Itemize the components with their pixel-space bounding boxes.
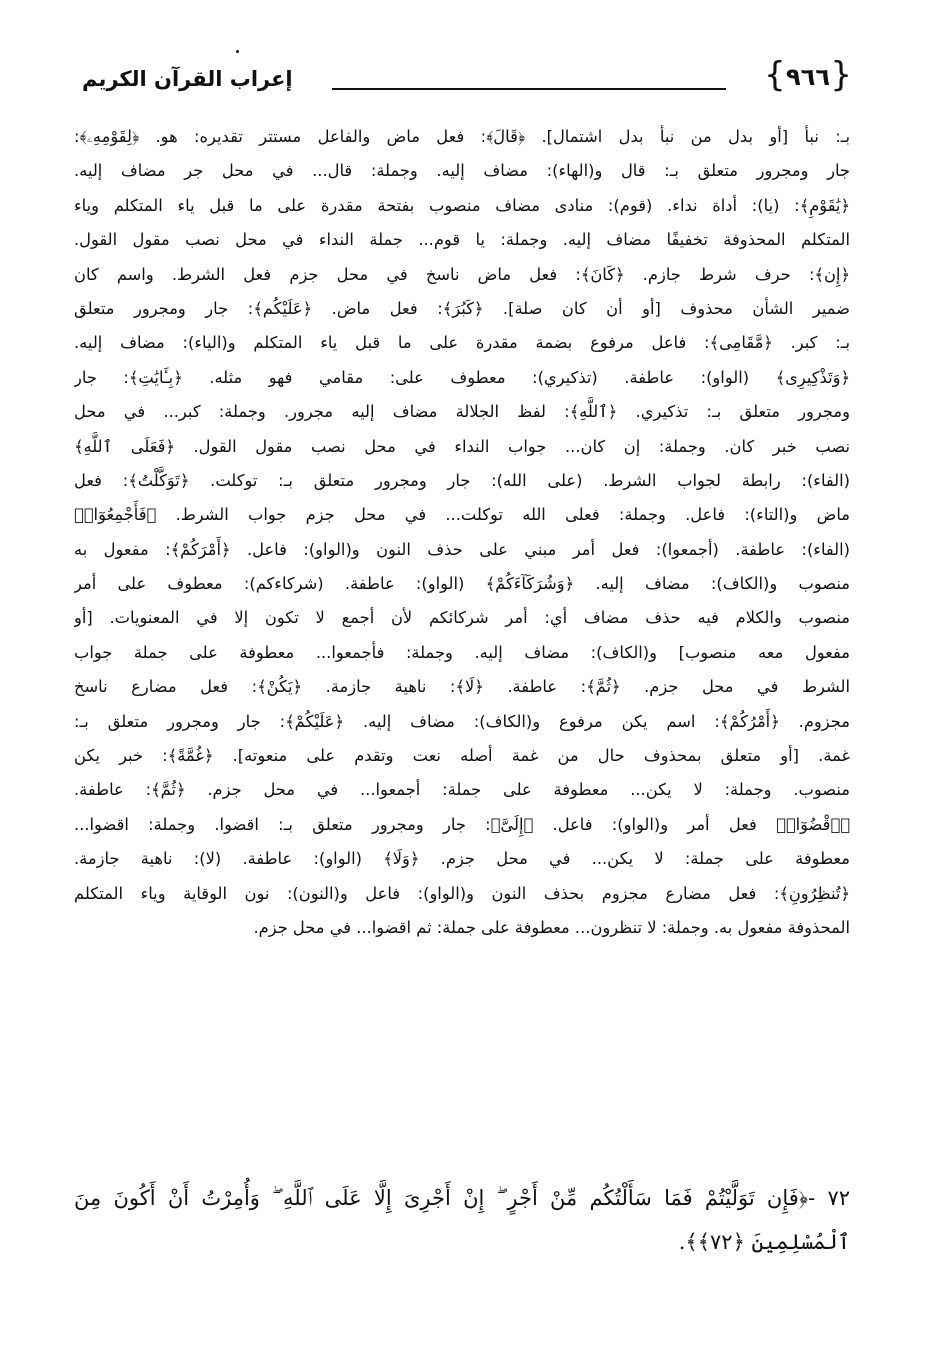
text-line: ﴿وَتَذْكِيرِى﴾ (الواو): عاطفة. (تذكيري): معطوف على: مقامي فهو مثله. ﴿بِـَٔايَٰتِ﴾: جار <box>74 367 850 387</box>
text-line: ومجرور متعلق بـ: تذكيري. ﴿ٱللَّهِ﴾: لفظ الجلالة مضاف إليه مجرور. وجملة: كبر... في محل <box>74 402 850 422</box>
page-number: ٩٦٦ <box>786 63 830 91</box>
text-line: ﴿تُنظِرُونِ﴾: فعل مضارع مجزوم بحذف النون و(الواو): فاعل و(النون): نون الوقاية وياء المتكلم <box>74 883 850 903</box>
text-line: ضمير الشأن محذوف [أو أن كان صلة]. ﴿كَبُرَ﴾: فعل ماض. ﴿عَلَيْكُم﴾: جار ومجرور متعلق <box>74 298 850 318</box>
text-line: معطوفة على جملة: لا يكن... في محل جزم. ﴿وَلَا﴾ (الواو): عاطفة. (لا): ناهية جازمة. <box>74 849 850 869</box>
text-line: (الفاء): رابطة لجواب الشرط. (على الله): جار ومجرور متعلق بـ: توكلت. ﴿تَوَكَّلْتُ﴾: فعل <box>74 470 850 490</box>
text-line: منصوب والكلام فيه حذف مضاف أي: أمر شركائكم لأن أجمع لا تكون إلا في المعنويات. [أو <box>74 608 850 628</box>
text-line: ﴿ٱقْضُوٓا۟﴾ فعل أمر و(الواو): فاعل. ﴿إِلَىَّ﴾: جار ومجرور متعلق بـ: اقضوا. وجملة: اقضوا... <box>74 814 850 834</box>
text-line: المحذوفة مفعول به. وجملة: لا تنظرون... معطوفة على جملة: ثم اقضوا... في محل جزم. <box>253 917 850 937</box>
verse-line: ٱلْمُسْلِمِينَ ﴿٧٢﴾﴾. <box>678 1230 850 1254</box>
page-number-badge <box>764 55 852 95</box>
text-line: منصوب و(الكاف): مضاف إليه. ﴿وَشُرَكَآءَكُمْ﴾ (الواو): عاطفة. (شركاءكم): معطوف على أمر <box>74 574 850 594</box>
header-rule <box>332 88 726 90</box>
verse-line: ٧٢ -﴿فَإِن تَوَلَّيْتُمْ فَمَا سَأَلْتُكُم مِّنْ أَجْرٍ ۖ إِنْ أَجْرِىَ إِلَّا عَلَى ٱللَّهِ ۖ وَأُمِرْتُ أَنْ أَكُونَ مِنَ <box>74 1186 850 1210</box>
ink-dot <box>236 50 239 53</box>
text-line: غمة. [أو متعلق بمحذوف حال من غمة أصله نعت وتقدم على منعوته]. ﴿غُمَّةً﴾: خبر يكن <box>74 746 850 766</box>
text-line: الشرط في محل جزم. ﴿ثُمَّ﴾: عاطفة. ﴿لَا﴾: ناهية جازمة. ﴿يَكُنْ﴾: فعل مضارع ناسخ <box>74 677 850 697</box>
text-line: مجزوم. ﴿أَمْرُكُمْ﴾: اسم يكن مرفوع و(الكاف): مضاف إليه. ﴿عَلَيْكُمْ﴾: جار ومجرور متعلق بـ: <box>74 711 850 731</box>
page-number-right-brace: } <box>764 55 786 95</box>
text-line: (الفاء): عاطفة. (أجمعوا): فعل أمر مبني على حذف النون و(الواو): فاعل. ﴿أَمْرَكُمْ﴾: مفعول به <box>74 539 850 559</box>
book-title: إعراب القرآن الكريم <box>82 67 293 91</box>
text-line: نصب خبر كان. وجملة: إن كان... جواب النداء في محل نصب مقول القول. ﴿فَعَلَى ٱللَّهِ﴾ <box>74 436 850 456</box>
quran-verse <box>74 1176 850 1264</box>
text-line: بـ: نبأ [أو بدل من نبأ بدل اشتمال]. ﴿قَالَ﴾: فعل ماض والفاعل مستتر تقديره: هو. ﴿لِقَوْمِهِۦ﴾: <box>74 127 850 146</box>
page-number-left-brace: { <box>830 55 852 95</box>
text-line: ﴿يَٰقَوْمِ﴾: (يا): أداة نداء. (قوم): منادى مضاف منصوب بفتحة مقدرة على ما قبل ياء المتكلم وياء <box>74 195 850 215</box>
text-line: المتكلم المحذوفة تخفيفًا مضاف إليه. وجملة: يا قوم... جملة النداء في محل نصب مقول القول. <box>74 230 850 250</box>
text-line: مفعول معه منصوب] و(الكاف): مضاف إليه. وجملة: فأجمعوا... معطوفة على جملة جواب <box>74 642 850 662</box>
text-line: بـ: كبر. ﴿مَّقَامِى﴾: فاعل مرفوع بضمة مقدرة على ما قبل ياء المتكلم و(الياء): مضاف إليه. <box>74 333 850 353</box>
text-line: ﴿إِن﴾: حرف شرط جازم. ﴿كَانَ﴾: فعل ماض ناسخ في محل جزم فعل الشرط. واسم كان <box>74 264 850 284</box>
text-line: ماض و(التاء): فاعل. وجملة: فعلى الله توكلت... في محل جزم جواب الشرط. ﴿فَأَجْمِعُوٓا۟﴾ <box>74 505 850 525</box>
text-line: جار ومجرور متعلق بـ: قال و(الهاء): مضاف إليه. وجملة: قال... في محل جر مضاف إليه. <box>74 161 850 181</box>
commentary-text <box>74 120 850 945</box>
text-line: منصوب. وجملة: لا يكن... معطوفة على جملة: أجمعوا... في محل جزم. ﴿ثُمَّ﴾: عاطفة. <box>74 780 850 800</box>
running-header <box>72 55 852 98</box>
